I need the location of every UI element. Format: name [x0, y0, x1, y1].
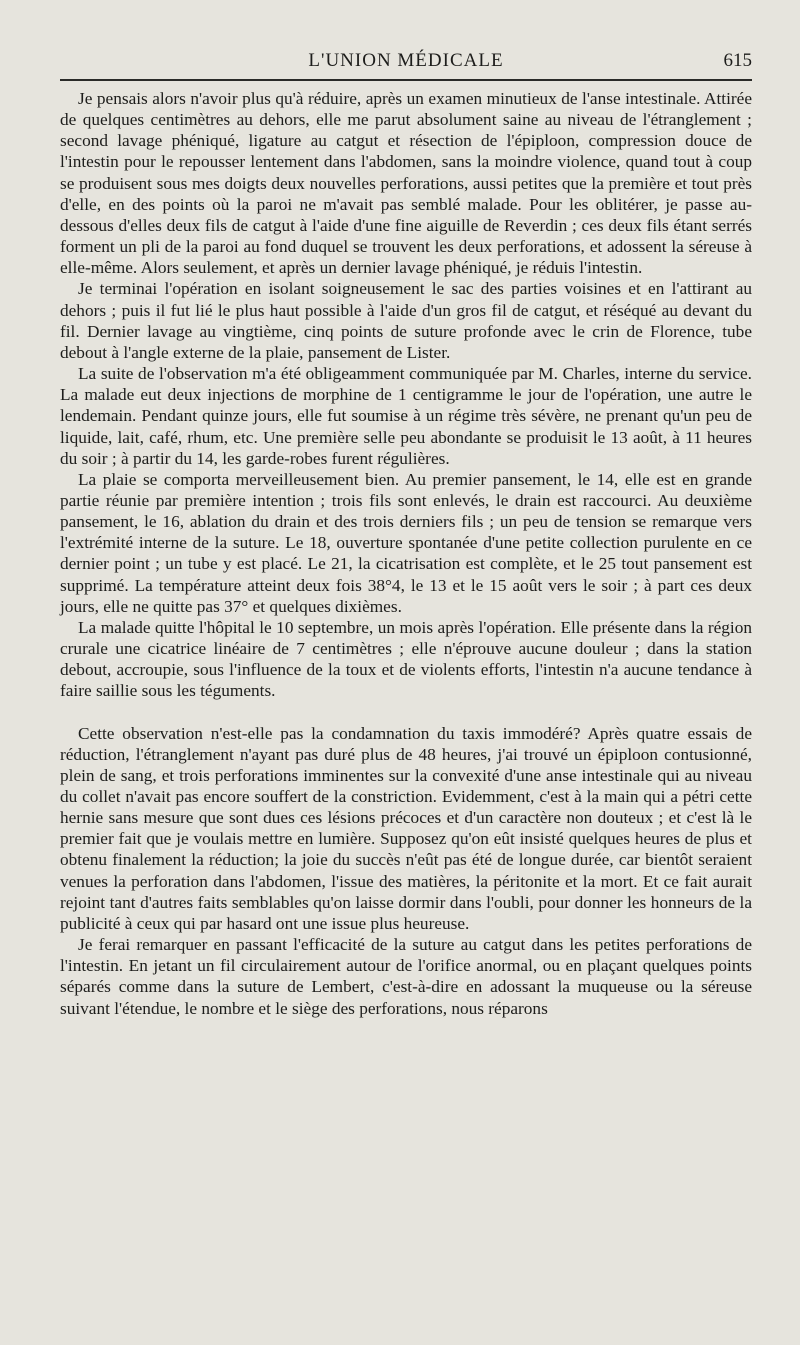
paragraph: La plaie se comporta merveilleusement bien. Au premier pansement, le 14, elle est en grande partie réunie par première intention ; trois fils sont enlevés, le drain est raccourci. Au deuxième pansement, le 16, ablation du drain et des trois derniers fils ; un peu de tension se remarque vers l'extrémité interne de la suture. Le 18, ouverture spontanée d'une petite collection purulente en ce dernier point ; un tube y est placé. Le 21, la cicatrisation est complète, et le 25 tout pansement est supprimé. La température atteint deux fois 38°4, le 13 et le 15 août vers le soir ; à part ces deux jours, elle ne quitte pas 37° et quelques dixièmes.	[60, 469, 752, 616]
paragraph: Cette observation n'est-elle pas la condamnation du taxis immodéré? Après quatre essais de réduction, l'étranglement n'ayant pas duré plus de 48 heures, j'ai trouvé un épiploon contusionné, plein de sang, et trois perforations imminentes sur la convexité d'une anse intestinale qui au niveau du collet n'avait pas encore souffert de la constriction. Evidemment, c'est à la main qui a pétri cette hernie sans mesure que sont dues ces lésions précoces et d'un caractère non douteux ; et c'est là le premier fait que je voulais mettre en lumière. Supposez qu'on eût insisté quelques heures de plus et obtenu finalement la réduction; la joie du succès n'eût pas été de longue durée, car bientôt seraient venues la perforation dans l'abdomen, l'issue des matières, la péritonite et la mort. Et ce fait aurait rejoint tant d'autres faits semblables qu'on laisse dormir dans l'oubli, pour donner les honneurs de la publicité à ceux qui par hasard ont une issue plus heureuse.	[60, 723, 752, 933]
journal-title: L'UNION MÉDICALE	[308, 50, 504, 71]
article-body	[60, 88, 752, 1019]
page-number: 615	[723, 50, 752, 71]
paragraph: Je terminai l'opération en isolant soigneusement le sac des parties voisines et en l'attirant au dehors ; puis il fut lié le plus haut possible à l'aide d'un gros fil de catgut, et réséqué au devant du fil. Dernier lavage au vingtième, cinq points de suture profonde avec le crin de Florence, tube debout à l'angle externe de la plaie, pansement de Lister.	[60, 279, 752, 362]
paragraph: Je pensais alors n'avoir plus qu'à réduire, après un examen minutieux de l'anse intestinale. Attirée de quelques centimètres au dehors, elle me parut absolument saine au niveau de l'étranglement ; second lavage phéniqué, ligature au catgut et résection de l'épiploon, compression douce de l'intestin pour le repousser lentement dans l'abdomen, sans la moindre violence, quand tout à coup se produisent sous mes doigts deux nouvelles perforations, aussi petites que la première et tout près d'elle, en des points où la paroi ne m'avait pas semblé malade. Pour les oblitérer, je passe au-dessous d'elles deux fils de catgut à l'aide d'une fine aiguille de Reverdin ; ces deux fils étant serrés forment un pli de la paroi au fond duquel se trouvent les deux perforations, et adossent la séreuse à elle-même. Alors seulement, et après un dernier lavage phéniqué, je réduis l'intestin.	[60, 89, 752, 278]
paragraph: La suite de l'observation m'a été obligeamment communiquée par M. Charles, interne du service. La malade eut deux injections de morphine de 1 centigramme le jour de l'opération, une autre le lendemain. Pendant quinze jours, elle fut soumise à un régime très sévère, ne prenant qu'un peu de liquide, lait, café, rhum, etc. Une première selle peu abondante se produisit le 13 août, à 11 heures du soir ; à partir du 14, les garde-robes furent régulières.	[60, 364, 752, 468]
running-head	[60, 50, 752, 78]
paragraph: La malade quitte l'hôpital le 10 septembre, un mois après l'opération. Elle présente dans la région crurale une cicatrice linéaire de 7 centimètres ; elle n'éprouve aucune douleur ; dans la station debout, accroupie, sous l'influence de la toux et de violents efforts, l'intestin n'a aucune tendance à faire saillie sous les téguments.	[60, 617, 752, 701]
paragraph: Je ferai remarquer en passant l'efficacité de la suture au catgut dans les petites perforations de l'intestin. En jetant un fil circulairement autour de l'orifice anormal, ou en plaçant quelques points séparés comme dans la suture de Lembert, c'est-à-dire en adossant la muqueuse ou la séreuse suivant l'étendue, le nombre et le siège des perforations, nous réparons	[60, 935, 752, 1018]
header-rule	[60, 79, 752, 81]
